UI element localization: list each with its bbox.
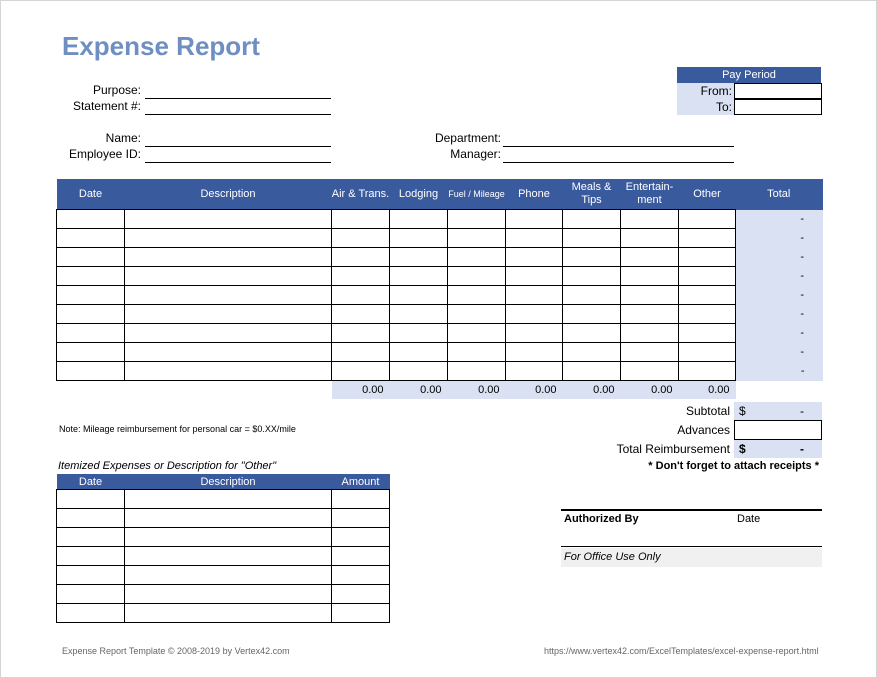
purpose-label: Purpose: — [92, 83, 141, 97]
expense-cell[interactable] — [332, 305, 390, 324]
expense-cell[interactable] — [390, 286, 448, 305]
itemized-cell[interactable] — [57, 585, 125, 604]
statement-field[interactable] — [145, 114, 331, 115]
row-total: - — [736, 267, 823, 286]
expense-cell[interactable] — [448, 324, 506, 343]
expense-cell[interactable] — [679, 343, 736, 362]
expense-cell[interactable] — [390, 343, 448, 362]
expense-cell[interactable] — [57, 267, 125, 286]
col-meals-tips: Meals & Tips — [563, 179, 621, 210]
expense-cell[interactable] — [506, 362, 563, 381]
itemized-col-description: Description — [125, 474, 332, 490]
table-row — [57, 305, 823, 324]
itemized-cell[interactable] — [125, 509, 332, 528]
empty-cell — [736, 381, 823, 400]
itemized-cell[interactable] — [57, 604, 125, 623]
table-row — [57, 362, 823, 381]
expense-cell[interactable] — [621, 229, 679, 248]
from-date-field[interactable] — [734, 83, 822, 99]
column-sum: 0.00 — [332, 381, 390, 400]
expense-cell[interactable] — [506, 324, 563, 343]
expense-cell[interactable] — [332, 267, 390, 286]
expense-cell[interactable] — [506, 248, 563, 267]
itemized-row — [57, 547, 390, 566]
expense-cell[interactable] — [679, 305, 736, 324]
itemized-row — [57, 509, 390, 528]
itemized-row — [57, 604, 390, 623]
expense-cell[interactable] — [57, 343, 125, 362]
col-air-trans: Air & Trans. — [332, 179, 390, 210]
expense-cell[interactable] — [448, 229, 506, 248]
expense-cell[interactable] — [621, 210, 679, 229]
itemized-cell[interactable] — [57, 509, 125, 528]
column-sum: 0.00 — [563, 381, 621, 400]
expense-cell[interactable] — [679, 267, 736, 286]
expense-cell[interactable] — [125, 343, 332, 362]
expense-cell[interactable] — [57, 210, 125, 229]
itemized-cell[interactable] — [332, 585, 390, 604]
itemized-table — [56, 474, 390, 623]
name-field[interactable] — [145, 146, 331, 147]
expense-cell[interactable] — [125, 229, 332, 248]
office-use-box — [561, 548, 822, 567]
expense-cell[interactable] — [57, 324, 125, 343]
row-total: - — [736, 229, 823, 248]
itemized-cell[interactable] — [57, 528, 125, 547]
expense-cell[interactable] — [332, 343, 390, 362]
expense-cell[interactable] — [448, 267, 506, 286]
footer-url[interactable]: https://www.vertex42.com/ExcelTemplates/excel-expense-report.html — [544, 646, 819, 656]
expense-cell[interactable] — [332, 248, 390, 267]
row-total: - — [736, 362, 823, 381]
manager-field[interactable] — [503, 162, 734, 163]
expense-cell[interactable] — [448, 210, 506, 229]
column-sum: 0.00 — [506, 381, 563, 400]
expense-cell[interactable] — [621, 305, 679, 324]
table-row — [57, 343, 823, 362]
expense-cell[interactable] — [679, 286, 736, 305]
department-label: Department: — [434, 131, 501, 145]
expense-cell[interactable] — [390, 362, 448, 381]
col-date: Date — [57, 179, 125, 210]
subtotal-label: Subtotal — [685, 404, 730, 418]
row-total: - — [736, 324, 823, 343]
column-sums-row — [57, 381, 823, 400]
total-reimbursement-value — [734, 440, 822, 458]
expense-cell[interactable] — [448, 305, 506, 324]
expense-cell[interactable] — [563, 362, 621, 381]
expense-cell[interactable] — [563, 286, 621, 305]
expense-cell[interactable] — [57, 248, 125, 267]
footer-copyright: Expense Report Template © 2008-2019 by Vertex42.com — [62, 646, 290, 656]
empty-cell — [57, 381, 125, 400]
expense-cell[interactable] — [563, 343, 621, 362]
col-lodging: Lodging — [390, 179, 448, 210]
column-sum: 0.00 — [390, 381, 448, 400]
col-fuel-mileage: Fuel / Mileage — [448, 179, 506, 210]
itemized-cell[interactable] — [332, 547, 390, 566]
expense-cell[interactable] — [332, 229, 390, 248]
itemized-cell[interactable] — [125, 566, 332, 585]
expense-cell[interactable] — [563, 324, 621, 343]
row-total: - — [736, 210, 823, 229]
itemized-cell[interactable] — [332, 528, 390, 547]
authorized-by-label: Authorized By — [564, 513, 639, 525]
row-total: - — [736, 343, 823, 362]
itemized-cell[interactable] — [332, 604, 390, 623]
expense-cell[interactable] — [679, 210, 736, 229]
expense-cell[interactable] — [679, 229, 736, 248]
total-reimbursement-label: Total Reimbursement — [616, 442, 730, 456]
expense-cell[interactable] — [57, 229, 125, 248]
date-label: Date — [737, 513, 761, 525]
department-field[interactable] — [503, 146, 734, 147]
office-use-label: For Office Use Only — [564, 551, 661, 563]
table-row — [57, 267, 823, 286]
expense-cell[interactable] — [125, 362, 332, 381]
receipts-note: * Don't forget to attach receipts * — [648, 460, 819, 472]
expense-cell[interactable] — [506, 267, 563, 286]
expense-cell[interactable] — [57, 286, 125, 305]
expense-cell[interactable] — [125, 324, 332, 343]
pay-period-header: Pay Period — [677, 67, 821, 83]
expense-cell[interactable] — [563, 305, 621, 324]
authorized-top-line — [561, 509, 822, 511]
subtotal-currency: $ — [739, 404, 746, 418]
expense-cell[interactable] — [506, 286, 563, 305]
expense-cell[interactable] — [679, 324, 736, 343]
table-row — [57, 248, 823, 267]
subtotal-value — [734, 402, 822, 420]
expense-cell[interactable] — [563, 229, 621, 248]
table-row — [57, 286, 823, 305]
expense-cell[interactable] — [390, 248, 448, 267]
expense-cell[interactable] — [621, 362, 679, 381]
expense-cell[interactable] — [390, 210, 448, 229]
expense-cell[interactable] — [621, 267, 679, 286]
advances-label: Advances — [677, 423, 730, 437]
table-row — [57, 210, 823, 229]
page-title: Expense Report — [62, 31, 260, 61]
statement-label: Statement #: — [72, 99, 141, 113]
itemized-cell[interactable] — [57, 490, 125, 509]
manager-label: Manager: — [450, 147, 501, 161]
expense-cell[interactable] — [125, 267, 332, 286]
col-other: Other — [679, 179, 736, 210]
itemized-cell[interactable] — [125, 490, 332, 509]
row-total: - — [736, 305, 823, 324]
row-total: - — [736, 248, 823, 267]
to-label: To: — [677, 99, 734, 115]
expense-cell[interactable] — [390, 267, 448, 286]
expense-cell[interactable] — [57, 305, 125, 324]
itemized-col-date: Date — [57, 474, 125, 490]
expense-cell[interactable] — [563, 210, 621, 229]
total-currency: $ — [739, 442, 746, 456]
itemized-cell[interactable] — [57, 547, 125, 566]
expense-cell[interactable] — [448, 343, 506, 362]
expense-cell[interactable] — [621, 343, 679, 362]
mileage-note: Note: Mileage reimbursement for personal car = $0.XX/mile — [59, 424, 296, 434]
from-label: From: — [677, 83, 734, 99]
itemized-cell[interactable] — [332, 509, 390, 528]
col-phone: Phone — [506, 179, 563, 210]
empty-cell — [125, 381, 332, 400]
column-sum: 0.00 — [679, 381, 736, 400]
itemized-cell[interactable] — [125, 604, 332, 623]
col-entertainment: Entertain-ment — [621, 179, 679, 210]
expense-cell[interactable] — [390, 305, 448, 324]
itemized-cell[interactable] — [332, 490, 390, 509]
subtotal-amount: - — [800, 404, 804, 418]
itemized-cell[interactable] — [125, 547, 332, 566]
expense-cell[interactable] — [563, 267, 621, 286]
itemized-title: Itemized Expenses or Description for "Other" — [58, 460, 277, 472]
expense-cell[interactable] — [506, 343, 563, 362]
expense-cell[interactable] — [621, 248, 679, 267]
itemized-cell[interactable] — [57, 566, 125, 585]
itemized-cell[interactable] — [125, 528, 332, 547]
expense-cell[interactable] — [332, 362, 390, 381]
expense-cell[interactable] — [621, 286, 679, 305]
expense-cell[interactable] — [679, 362, 736, 381]
advances-field[interactable] — [734, 420, 822, 440]
expense-cell[interactable] — [125, 248, 332, 267]
table-row — [57, 229, 823, 248]
expense-cell[interactable] — [57, 362, 125, 381]
expense-cell[interactable] — [125, 305, 332, 324]
expense-cell[interactable] — [390, 324, 448, 343]
itemized-row — [57, 585, 390, 604]
expense-cell[interactable] — [125, 210, 332, 229]
column-sum: 0.00 — [448, 381, 506, 400]
itemized-row — [57, 490, 390, 509]
expense-cell[interactable] — [332, 210, 390, 229]
col-total: Total — [736, 179, 823, 210]
total-amount: - — [800, 442, 804, 456]
expense-cell[interactable] — [506, 305, 563, 324]
expense-cell[interactable] — [506, 229, 563, 248]
expense-cell[interactable] — [125, 286, 332, 305]
signature-line[interactable] — [561, 546, 822, 547]
itemized-row — [57, 566, 390, 585]
expense-cell[interactable] — [448, 248, 506, 267]
expense-cell[interactable] — [563, 248, 621, 267]
expense-table — [56, 179, 823, 399]
expense-cell[interactable] — [390, 229, 448, 248]
itemized-cell[interactable] — [332, 566, 390, 585]
column-sum: 0.00 — [621, 381, 679, 400]
to-date-field[interactable] — [734, 99, 822, 115]
row-total: - — [736, 286, 823, 305]
purpose-field[interactable] — [145, 98, 331, 99]
table-row — [57, 324, 823, 343]
expense-cell[interactable] — [448, 362, 506, 381]
name-label: Name: — [105, 131, 141, 145]
itemized-row — [57, 528, 390, 547]
itemized-col-amount: Amount — [332, 474, 390, 490]
employee-id-field[interactable] — [145, 162, 331, 163]
col-description: Description — [125, 179, 332, 210]
expense-cell[interactable] — [679, 248, 736, 267]
expense-cell[interactable] — [621, 324, 679, 343]
employee-id-label: Employee ID: — [68, 147, 141, 161]
expense-cell[interactable] — [448, 286, 506, 305]
expense-cell[interactable] — [332, 324, 390, 343]
itemized-cell[interactable] — [125, 585, 332, 604]
expense-cell[interactable] — [332, 286, 390, 305]
expense-cell[interactable] — [506, 210, 563, 229]
